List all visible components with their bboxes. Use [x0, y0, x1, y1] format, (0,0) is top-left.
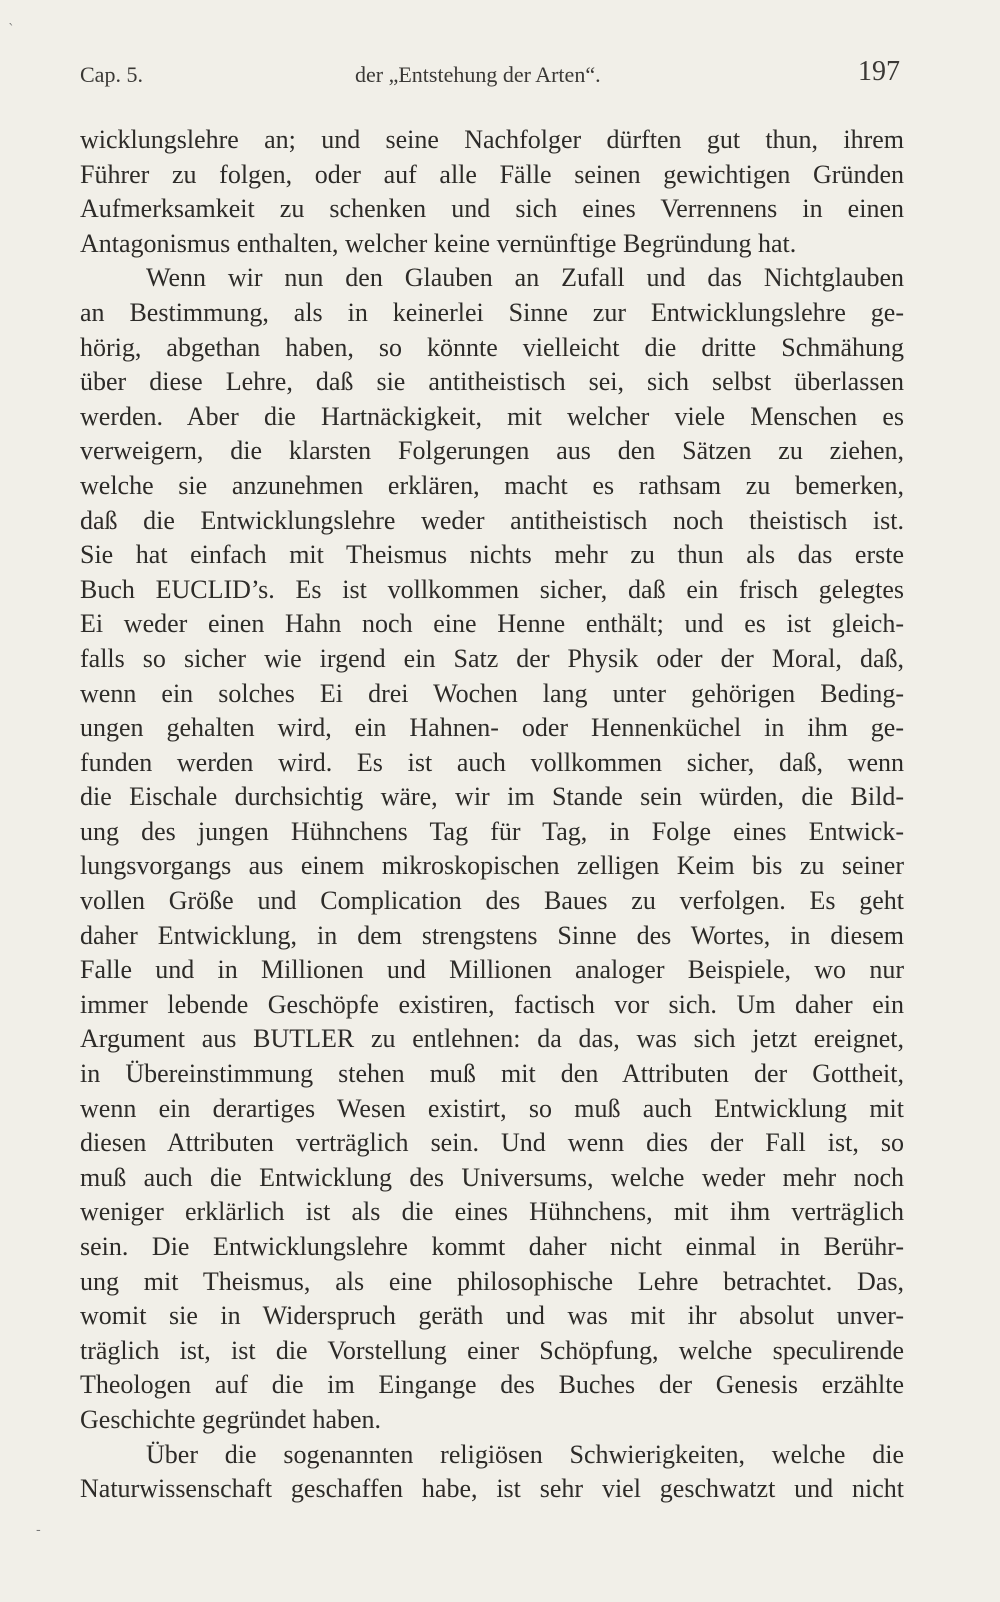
- scan-speck: -: [36, 1522, 41, 1538]
- text-line: wenn ein derartiges Wesen existirt, so muß auch Entwicklung mit: [80, 1093, 904, 1123]
- text-line: diesen Attributen verträglich sein. Und wenn dies der Fall ist, so: [80, 1128, 904, 1158]
- text-line: weniger erklärlich ist als die eines Hühnchens, mit ihm verträglich: [80, 1197, 904, 1227]
- text-line: Sie hat einfach mit Theismus nichts mehr zu thun als das erste: [80, 540, 904, 570]
- text-line: werden. Aber die Hartnäckigkeit, mit welcher viele Menschen es: [80, 401, 904, 431]
- running-header: [80, 56, 900, 96]
- text-line: hörig, abgethan haben, so könnte vielleicht die dritte Schmähung: [80, 332, 904, 362]
- text-line: Buch EUCLID’s. Es ist vollkommen sicher, daß ein frisch gelegtes: [80, 574, 904, 604]
- text-line: daß die Entwicklungslehre weder antitheistisch noch theistisch ist.: [80, 505, 904, 535]
- running-title: der „Entstehung der Arten“.: [355, 62, 601, 87]
- text-line: daher Entwicklung, in dem strengstens Sinne des Wortes, in diesem: [80, 920, 904, 950]
- text-line: Geschichte gegründet haben.: [80, 1404, 382, 1434]
- text-line: Wenn wir nun den Glauben an Zufall und das Nichtglauben: [146, 263, 904, 293]
- text-line: an Bestimmung, als in keinerlei Sinne zur Entwicklungslehre ge-: [80, 297, 904, 327]
- text-line: Argument aus BUTLER zu entlehnen: da das, was sich jetzt ereignet,: [80, 1024, 904, 1054]
- text-line: wenn ein solches Ei drei Wochen lang unter gehörigen Beding-: [80, 678, 904, 708]
- text-line: sein. Die Entwicklungslehre kommt daher nicht einmal in Berühr-: [80, 1232, 904, 1261]
- text-line: Über die sogenannten religiösen Schwierigkeiten, welche die: [146, 1439, 904, 1469]
- text-line: Theologen auf die im Eingange des Buches der Genesis erzählte: [80, 1370, 904, 1400]
- body-text: [80, 123, 904, 1507]
- text-line: vollen Größe und Complication des Baues zu verfolgen. Es geht: [80, 886, 904, 916]
- text-line: Falle und in Millionen und Millionen analoger Beispiele, wo nur: [80, 955, 904, 985]
- text-line: Aufmerksamkeit zu schenken und sich eines Verrennens in einen: [80, 194, 904, 224]
- text-line: Naturwissenschaft geschaffen habe, ist sehr viel geschwatzt und nicht: [80, 1474, 904, 1504]
- text-line: über diese Lehre, daß sie antitheistisch sei, sich selbst überlassen: [80, 367, 904, 397]
- text-line: wicklungslehre an; und seine Nachfolger dürften gut thun, ihrem: [80, 125, 904, 154]
- scan-speck: `: [8, 22, 15, 38]
- chapter-label: Cap. 5.: [80, 62, 143, 87]
- text-line: träglich ist, ist die Vorstellung einer Schöpfung, welche speculirende: [80, 1335, 904, 1365]
- text-line: ung mit Theismus, als eine philosophische Lehre betrachtet. Das,: [80, 1266, 904, 1296]
- text-line: falls so sicher wie irgend ein Satz der Physik oder der Moral, daß,: [80, 643, 904, 673]
- text-line: muß auch die Entwicklung des Universums, welche weder mehr noch: [80, 1162, 904, 1192]
- text-line: in Übereinstimmung stehen muß mit den Attributen der Gottheit,: [80, 1059, 904, 1089]
- text-line: funden werden wird. Es ist auch vollkommen sicher, daß, wenn: [80, 747, 904, 777]
- text-line: immer lebende Geschöpfe existiren, factisch vor sich. Um daher ein: [80, 989, 904, 1019]
- text-line: welche sie anzunehmen erklären, macht es rathsam zu bemerken,: [80, 470, 904, 500]
- text-line: womit sie in Widerspruch geräth und was mit ihr absolut unver-: [80, 1301, 904, 1331]
- text-line: ung des jungen Hühnchens Tag für Tag, in Folge eines Entwick-: [80, 816, 904, 846]
- text-line: Ei weder einen Hahn noch eine Henne enthält; und es ist gleich-: [80, 609, 904, 639]
- text-line: Führer zu folgen, oder auf alle Fälle seinen gewichtigen Gründen: [80, 159, 904, 189]
- text-line: Antagonismus enthalten, welcher keine vernünftige Begründung hat.: [80, 228, 797, 258]
- text-line: die Eischale durchsichtig wäre, wir im Stande sein würden, die Bild-: [80, 782, 904, 812]
- text-line: ungen gehalten wird, ein Hahnen- oder Hennenküchel in ihm ge-: [80, 713, 904, 743]
- page-number: 197: [858, 56, 900, 87]
- text-line: lungsvorgangs aus einem mikroskopischen zelligen Keim bis zu seiner: [80, 851, 904, 881]
- text-line: verweigern, die klarsten Folgerungen aus den Sätzen zu ziehen,: [80, 436, 904, 466]
